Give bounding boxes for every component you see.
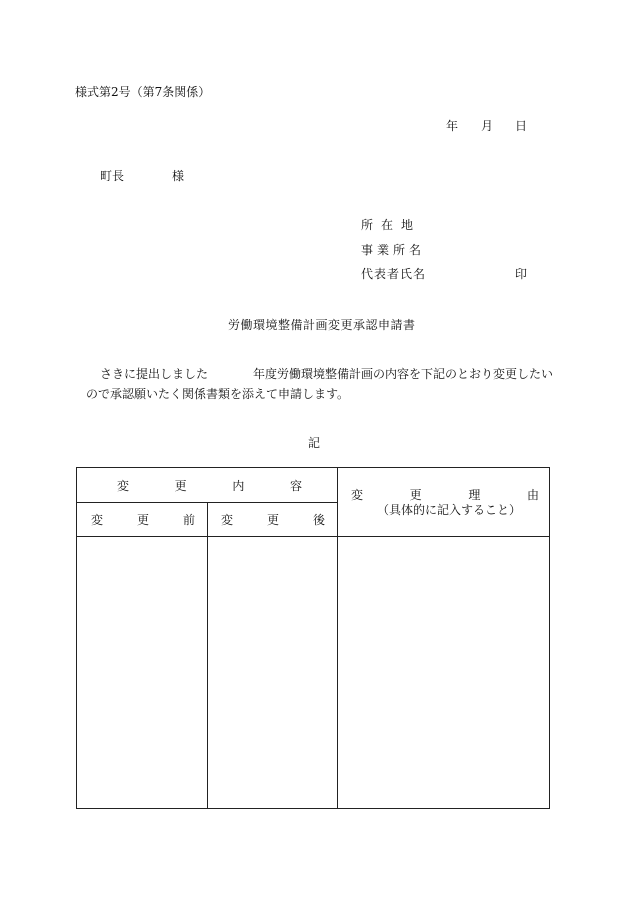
date-year-label: 年 [446,119,459,133]
change-reason-note: （具体的に記入すること） [377,503,522,517]
body-text-line-1b: 年度労働環境整備計画の内容を下記のとおり変更したい [253,367,554,381]
date-day-label: 日 [515,119,528,133]
change-reason-header: 変 更 理 由 [351,488,539,502]
after-change-header: 変 更 後 [221,513,325,527]
form-number: 様式第2号（第7条関係） [75,85,211,99]
addressee-title: 町長 [100,169,125,183]
document-title: 労働環境整備計画変更承認申請書 [228,318,416,332]
location-label: 所在地 [361,218,422,232]
before-change-header: 変 更 前 [91,513,195,527]
seal-mark: 印 [515,267,528,281]
change-reason-cell[interactable] [338,537,549,808]
date-month-label: 月 [481,119,494,133]
before-change-cell[interactable] [77,537,207,808]
change-content-header: 変 更 内 容 [117,479,302,493]
table-divider-content-header [77,502,337,503]
body-text-line-2: ので承認願いたく関係書類を添えて申請します。 [86,387,350,401]
addressee-honorific: 様 [172,169,185,183]
office-name-label: 事業所名 [361,243,426,257]
change-details-table [76,467,550,809]
ki-heading: 記 [308,436,321,450]
body-text-line-1a: さきに提出しました [100,367,209,381]
after-change-cell[interactable] [208,537,337,808]
representative-label: 代表者氏名 [361,267,427,281]
